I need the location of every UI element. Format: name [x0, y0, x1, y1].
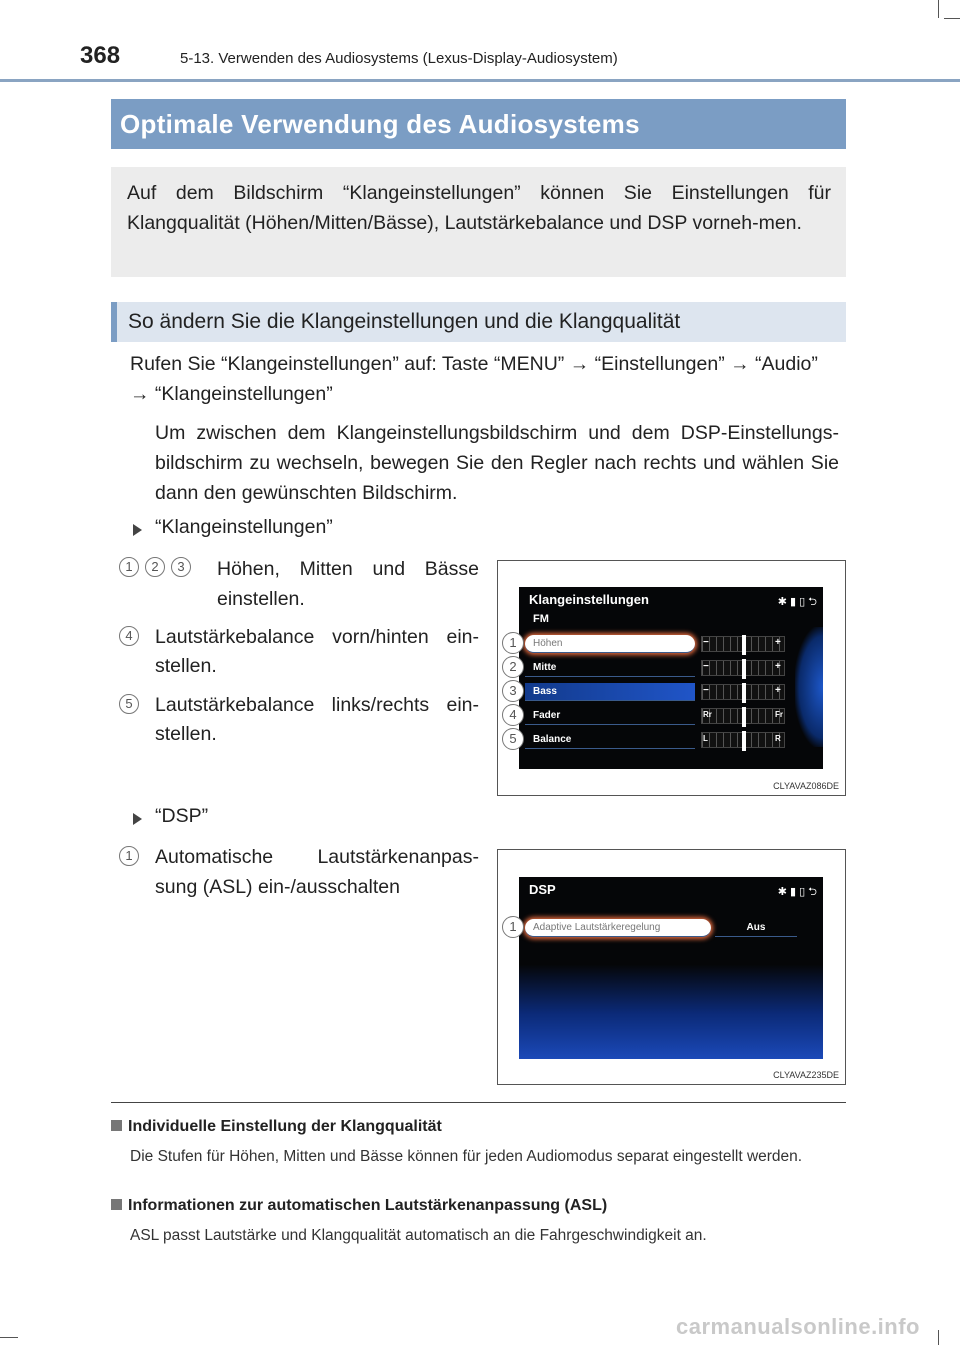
minus-label: − — [703, 637, 709, 648]
crop-mark — [0, 1337, 18, 1338]
balance-right-label: R — [775, 734, 781, 743]
screen-source: FM — [533, 613, 549, 625]
crop-mark — [944, 18, 960, 19]
minus-label: − — [703, 685, 709, 696]
row-bass[interactable]: Bass — [525, 683, 695, 701]
page-header — [80, 40, 860, 76]
section-title-bar — [111, 99, 846, 149]
fader-rear-label: Rr — [703, 710, 712, 719]
subheading-bar — [111, 302, 846, 342]
status-icons: ✱ ▮ ▯ ⮌ — [777, 596, 817, 608]
number-badge: 2 — [145, 557, 165, 577]
slider-balance[interactable] — [701, 732, 785, 748]
sound-settings-figure — [497, 560, 846, 796]
row-mitte[interactable]: Mitte — [525, 659, 695, 677]
plus-label: + — [775, 685, 781, 696]
scroll-glow — [795, 627, 823, 747]
slider-mitte[interactable] — [701, 660, 785, 676]
instruction-line-2: → “Klangeinstellungen” — [130, 383, 333, 405]
page-number: 368 — [80, 42, 121, 69]
balance-left-label: L — [703, 734, 708, 743]
row-adaptive-volume[interactable]: Adaptive Lautstärkeregelung — [525, 919, 711, 937]
triangle-bullet-icon — [133, 813, 142, 825]
square-bullet-icon — [111, 1120, 122, 1131]
item-text: stellen. — [155, 655, 217, 677]
intro-box — [111, 167, 846, 277]
header-divider — [0, 79, 960, 82]
callout-3: 3 — [502, 680, 524, 702]
subheading: So ändern Sie die Klangeinstellungen und die Klangqualität — [128, 310, 681, 333]
note-heading-2: Informationen zur automatischen Lautstärkenanpassung (ASL) — [111, 1197, 607, 1215]
intro-text: Auf dem Bildschirm “Klangeinstellungen” können Sie Einstellungen für Klangqualität (Höhen/Mitten/Bässe), Lautstärkebalance und DSP vorneh-men. — [127, 182, 831, 234]
square-bullet-icon — [111, 1199, 122, 1210]
screen-title: DSP — [529, 882, 556, 897]
item-text: Höhen, Mitten und Bässe — [217, 558, 479, 580]
fader-front-label: Fr — [775, 710, 783, 719]
switch-hint: Um zwischen dem Klangeinstellungsbildschirm und dem DSP-Einstellungs-bildschirm zu wechseln, bewegen Sie den Regler nach rechts und wählen Sie dann den gewünschten Bildschirm. — [155, 422, 839, 504]
item-text: Lautstärkebalance links/rechts ein- — [155, 694, 479, 716]
item-text: Lautstärkebalance vorn/hinten ein- — [155, 626, 479, 648]
item-numbers-1-3 — [119, 557, 191, 577]
notes-divider — [111, 1102, 846, 1103]
callout-5: 5 — [502, 728, 524, 750]
asl-value[interactable]: Aus — [715, 919, 797, 937]
instruction-line-1: Rufen Sie “Klangeinstellungen” auf: Taste “MENU” → “Einstellungen” → “Audio” — [130, 353, 818, 375]
plus-label: + — [775, 637, 781, 648]
row-hoehen[interactable]: Höhen — [525, 635, 695, 653]
number-badge: 3 — [171, 557, 191, 577]
status-icons: ✱ ▮ ▯ ⮌ — [777, 886, 817, 898]
item-text: stellen. — [155, 723, 217, 745]
callout-2: 2 — [502, 656, 524, 678]
crop-mark — [938, 0, 939, 18]
sound-settings-screen — [519, 587, 823, 769]
section-reference: 5-13. Verwenden des Audiosystems (Lexus-Display-Audiosystem) — [180, 50, 618, 67]
dsp-figure — [497, 849, 846, 1085]
item-text: sung (ASL) ein-/ausschalten — [155, 876, 400, 898]
number-badge: 4 — [119, 626, 139, 646]
minus-label: − — [703, 661, 709, 672]
row-balance[interactable]: Balance — [525, 731, 695, 749]
row-fader[interactable]: Fader — [525, 707, 695, 725]
item-text: Automatische Lautstärkenanpas- — [155, 846, 479, 868]
note-body-1: Die Stufen für Höhen, Mitten und Bässe können für jeden Audiomodus separat eingestellt werden. — [130, 1148, 803, 1165]
callout-1: 1 — [502, 632, 524, 654]
item-number-dsp-1 — [119, 846, 139, 866]
number-badge: 1 — [119, 557, 139, 577]
figure-caption: CLYAVAZ086DE — [773, 781, 839, 791]
slider-bass[interactable] — [701, 684, 785, 700]
dsp-screen — [519, 877, 823, 1059]
dsp-label: “DSP” — [155, 805, 209, 827]
note-heading-1: Individuelle Einstellung der Klangqualität — [111, 1118, 442, 1136]
number-badge: 5 — [119, 694, 139, 714]
crop-mark — [938, 1330, 939, 1345]
item-number-4 — [119, 626, 139, 646]
watermark: carmanualsonline.info — [676, 1314, 920, 1339]
screen-title: Klangeinstellungen — [529, 592, 649, 607]
triangle-bullet-icon — [133, 524, 142, 536]
item-text: einstellen. — [217, 588, 305, 610]
plus-label: + — [775, 661, 781, 672]
sound-settings-label: “Klangeinstellungen” — [155, 516, 333, 538]
slider-fader[interactable] — [701, 708, 785, 724]
callout-4: 4 — [502, 704, 524, 726]
slider-hoehen[interactable] — [701, 636, 785, 652]
number-badge: 1 — [119, 846, 139, 866]
figure-caption: CLYAVAZ235DE — [773, 1070, 839, 1080]
item-number-5 — [119, 694, 139, 714]
section-title: Optimale Verwendung des Audiosystems — [120, 109, 640, 139]
callout-1: 1 — [502, 916, 524, 938]
note-body-2: ASL passt Lautstärke und Klangqualität automatisch an die Fahrgeschwindigkeit an. — [130, 1227, 707, 1244]
